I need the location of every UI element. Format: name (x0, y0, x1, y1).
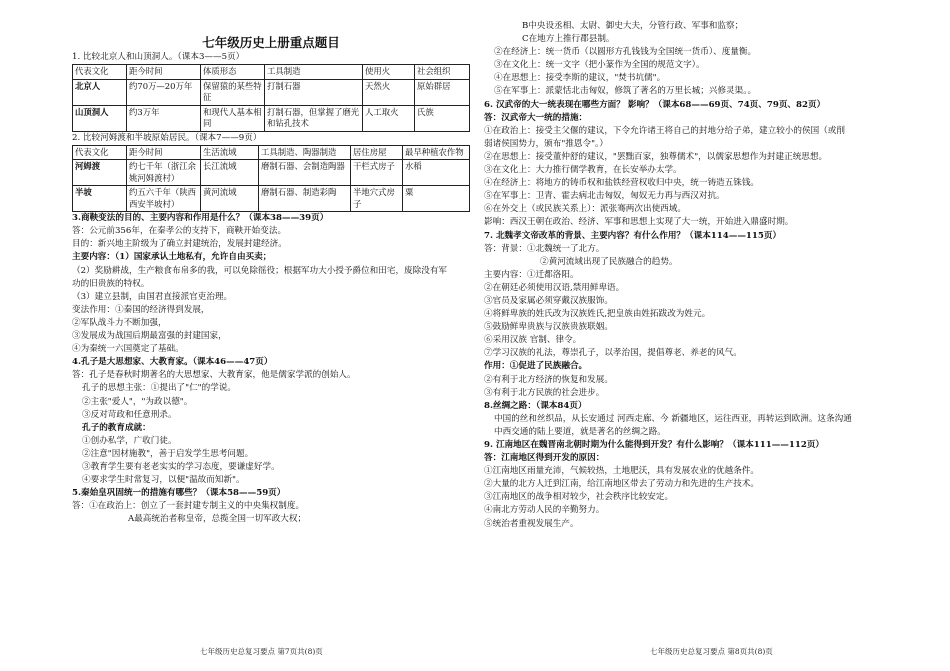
text-line: 主要内容：（1）国家承认土地私有，允许自由买卖； (72, 252, 272, 263)
text-line: 变法作用：①秦国的经济得到发展， (72, 304, 210, 315)
header-cell: 最早种植农作物 (403, 145, 470, 160)
right-page (484, 20, 884, 531)
text-line: ⑤统治者重视发展生产。 (484, 518, 579, 529)
text-line: 目的：新兴地主阶级为了确立封建统治，发展封建经济。 (72, 239, 287, 250)
text-line: ⑤在军事上：卫青、霍去病北击匈奴，匈奴无力再与西汉对抗。 (484, 191, 725, 202)
table-cell: 约70万—20万年 (127, 79, 201, 105)
text-line: ③发展成为战国后期最富强的封建国家， (72, 331, 227, 342)
text-line: ③教育学生要有老老实实的学习态度，要谦虚好学。 (82, 461, 280, 472)
question-5: 5.秦始皇巩固统一的措施有哪些？（课本58——59页） (72, 488, 286, 499)
question-4: 4.孔子是大思想家、大教育家。（课本46——47页） (72, 357, 273, 368)
table-cell: 约五六千年（陕西西安半坡村） (127, 186, 201, 212)
header-cell: 社会组织 (415, 65, 470, 80)
text-line: 答：汉武帝大一统的措施： (484, 112, 588, 123)
text-line: ③反对苛政和任意刑杀。 (82, 409, 177, 420)
table-cell: 磨制石器、会制造陶器 (259, 160, 351, 186)
text-line: ④南北方劳动人民的辛勤努力。 (484, 505, 605, 516)
table-cell: 半坡 (73, 186, 127, 212)
table-cell: 天然火 (363, 79, 415, 105)
page-footer-left: 七年级历史总复习要点 第7页共(8)页 (200, 647, 323, 656)
header-cell: 工具制造、陶器制造 (259, 145, 351, 160)
text-line: 答：江南地区得到开发的原因： (484, 453, 605, 464)
text-line: ④要求学生时常复习，以便"温故而知新"。 (82, 475, 245, 486)
header-cell: 距今时间 (127, 145, 201, 160)
text-line: 中国的丝和丝织品，从长安通过 河西走廊、今 新疆地区，运往西亚，再转运到欧洲。这条沟通 (494, 413, 852, 424)
header-cell: 工具制造 (265, 65, 363, 80)
table-cell: 约3万年 (127, 105, 201, 131)
text-line: 作用：①促进了民族融合。 (484, 361, 588, 372)
text-line: 功的旧贵族的特权。 (72, 278, 150, 289)
question-6: 6. 汉武帝的大一统表现在哪些方面？ 影响？（课本68——69页、74页、79页、82页） (484, 99, 826, 110)
text-line: A最高统治者称皇帝，总揽全国一切军政大权； (128, 514, 307, 525)
table-cell: 保留猿的某些特征 (201, 79, 265, 105)
table-cell: 原始群居 (415, 79, 470, 105)
table-cell: 水稻 (403, 160, 470, 186)
table-cell: 半地穴式房子 (351, 186, 403, 212)
question-7: 7. 北魏孝文帝改革的背景、主要内容？有什么作用？（课本114——115页） (484, 230, 782, 241)
text-line: ④为秦统一六国奠定了基础。 (72, 344, 184, 355)
text-line: ⑤在军事上：派蒙恬北击匈奴，修筑了著名的万里长城；兴修灵渠。。 (494, 86, 757, 97)
header-cell: 代表文化 (73, 145, 127, 160)
text-line: ①创办私学，广收门徒。 (82, 435, 177, 446)
table-cell: 磨制石器、制造彩陶 (259, 186, 351, 212)
text-line: 影响：西汉王朝在政治、经济、军事和思想上实现了大一统，开始进入鼎盛时期。 (484, 217, 794, 228)
text-line: 中西交通的陆上要道，就是著名的丝绸之路。 (494, 426, 666, 437)
table-row (73, 105, 470, 131)
text-line: ③有利于北方民族的社会进步。 (484, 387, 605, 398)
text-line: ④将鲜卑族的姓氏改为汉族姓氏,把皇族由姓拓跋改为姓元。 (484, 309, 711, 320)
text-line: 答：孔子是春秋时期著名的大思想家、大教育家，他是儒家学派的创始人。 (72, 370, 356, 381)
table-cell: 打制石器，但掌握了磨光和钻孔技术 (265, 105, 363, 131)
text-line: ⑦学习汉族的礼法，尊崇孔子，以孝治国，提倡尊老、养老的风气。 (484, 348, 742, 359)
text-line: 主要内容：①迁都洛阳。 (484, 269, 579, 280)
header-cell: 生活流域 (201, 145, 259, 160)
table-cell: 北京人 (73, 79, 127, 105)
table-row (73, 79, 470, 105)
text-line: ②主张"爱人"，"为政以德"。 (82, 396, 193, 407)
text-line: （2）奖励耕战，生产粮食布帛多的我，可以免除徭役；根据军功大小授予爵位和田宅，废除没有军 (72, 265, 448, 276)
text-line: ③在文化上：统一文字（把小篆作为全国的规范文字）。 (494, 60, 705, 71)
text-line: ③在文化上：大力推行儒学教育，在长安举办太学。 (484, 165, 682, 176)
text-line: ②黄河流域出现了民族融合的趋势。 (540, 256, 678, 267)
table-cell: 约七千年（浙江余姚河姆渡村） (127, 160, 201, 186)
text-line: ②在朝廷必须使用汉语,禁用鲜卑语。 (484, 282, 625, 293)
table-row (73, 160, 470, 186)
text-line: ④在经济上：将地方的铸币权和盐铁经营权收归中央，统一铸造五铢钱。 (484, 178, 760, 189)
table-cell: 粟 (403, 186, 470, 212)
table-cell: 和现代人基本相同 (201, 105, 265, 131)
table-cell: 氏族 (415, 105, 470, 131)
question-8: 8.丝绸之路：（课本84页） (484, 400, 587, 411)
text-line: 孔子的思想主张：①提出了"仁"的学说。 (82, 383, 237, 394)
question-3: 3.商鞅变法的目的、主要内容和作用是什么？（课本38——39页） (72, 213, 329, 224)
comparison-table-1 (72, 64, 470, 132)
table-cell: 干栏式房子 (351, 160, 403, 186)
table-cell: 打制石器 (265, 79, 363, 105)
text-line: ②注意"因材施教"，善于启发学生思考问题。 (82, 448, 254, 459)
text-line: 弱诸侯国势力，颁布"推恩令"。） (484, 138, 608, 149)
page-footer-right: 七年级历史总复习要点 第8页共(8)页 (650, 647, 773, 656)
question-2: 2. 比较河姆渡和半坡原始居民。（课本7——9页） (72, 132, 262, 143)
text-line: ②在经济上：统一货币（以圆形方孔钱钱为全国统一货币）、度量衡。 (494, 47, 757, 58)
document-title: 七年级历史上册重点题目 (202, 35, 340, 50)
question-1: 1. 比较北京人和山顶洞人。（课本3——5页） (72, 52, 245, 62)
table-header-row (73, 145, 470, 160)
text-line: ⑥在外交上（或民族关系上）：派张骞两次出使西域。 (484, 204, 686, 215)
table-cell: 长江流域 (201, 160, 259, 186)
text-line: B中央设丞相、太尉、御史大夫，分管行政、军事和监察； (522, 21, 744, 31)
text-line: ①江南地区雨量充沛，气候较热，土地肥沃，具有发展农业的优越条件。 (484, 466, 760, 477)
text-line: ②在思想上：接受董仲舒的建议，"罢黜百家，独尊儒术"，以儒家思想作为封建正统思想。 (484, 151, 828, 162)
table-header-row (73, 65, 470, 80)
header-cell: 体质形态 (201, 65, 265, 80)
left-page (72, 20, 470, 526)
text-line: C在地方上推行郡县制。 (522, 34, 615, 45)
text-line: ④在思想上：接受李斯的建议，"焚书坑儒"。 (494, 73, 666, 84)
header-cell: 代表文化 (73, 65, 127, 80)
text-line: ③江南地区的战争相对较少，社会秩序比较安定。 (484, 492, 674, 503)
question-9: 9. 江南地区在魏晋南北朝时期为什么能得到开发？有什么影响？（课本111——112页） (484, 440, 825, 450)
text-line: ②军队战斗力不断加强， (72, 317, 167, 328)
header-cell: 居住房屋 (351, 145, 403, 160)
header-cell: 使用火 (363, 65, 415, 80)
text-line: 孔子的教育成就： (82, 422, 151, 433)
table-cell: 人工取火 (363, 105, 415, 131)
text-line: ⑤鼓励鲜卑贵族与汉族贵族联姻。 (484, 322, 613, 333)
text-line: ②有利于北方经济的恢复和发展。 (484, 374, 613, 385)
text-line: ③官员及家属必须穿戴汉族服饰。 (484, 295, 613, 306)
text-line: 答：①在政治上：创立了一套封建专制主义的中央集权制度。 (72, 501, 305, 512)
table-cell: 黄河流域 (201, 186, 259, 212)
comparison-table-2 (72, 145, 470, 213)
text-line: ①在政治上：接受主父偃的建议，下令允许诸王将自己的封地分给子弟，建立较小的侯国（或削 (484, 125, 845, 136)
text-line: 答：公元前356年，在秦孝公的支持下，商鞅开始变法。 (72, 226, 287, 237)
table-cell: 河姆渡 (73, 160, 127, 186)
table-cell: 山顶洞人 (73, 105, 127, 131)
text-line: （3）建立县制，由国君直接派官吏治理。 (72, 291, 233, 302)
text-line: 答：背景：①北魏统一了北方。 (484, 243, 605, 254)
table-row (73, 186, 470, 212)
text-line: ⑥采用汉族 官制、律令。 (484, 335, 582, 346)
text-line: ②大量的北方人迁到江南，给江南地区带去了劳动力和先进的生产技术。 (484, 479, 760, 490)
header-cell: 距今时间 (127, 65, 201, 80)
